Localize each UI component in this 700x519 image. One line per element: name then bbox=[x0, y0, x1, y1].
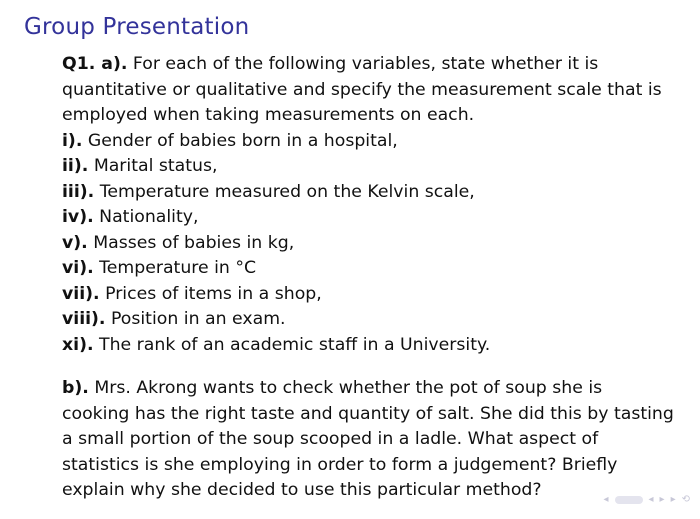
nav-search-icon[interactable]: ⟲ bbox=[681, 494, 690, 505]
list-item-label: iii). bbox=[62, 181, 95, 202]
list-item-label: i). bbox=[62, 130, 83, 151]
list-item-text: Prices of items in a shop, bbox=[105, 283, 322, 304]
list-item-text: Masses of babies in kg, bbox=[93, 232, 295, 253]
question-1a bbox=[62, 52, 674, 129]
list-item-text: Marital status, bbox=[93, 156, 218, 176]
list-item-text: The rank of an academic staff in a University. bbox=[99, 334, 491, 355]
list-item bbox=[62, 333, 674, 359]
list-item-label: xi). bbox=[62, 334, 94, 355]
list-item-text: Temperature in °C bbox=[99, 258, 257, 278]
question-1a-text: For each of the following variables, state whether it is quantitative or qualitative and specify the measurement scale that is employed when taking measurements on each. bbox=[62, 54, 662, 125]
list-item bbox=[62, 231, 674, 257]
list-item-label: vi). bbox=[62, 258, 94, 278]
list-item-label: v). bbox=[62, 232, 88, 253]
list-item-text: Nationality, bbox=[99, 207, 199, 227]
slide-content bbox=[62, 52, 674, 504]
list-item bbox=[62, 282, 674, 308]
list-item bbox=[62, 205, 674, 231]
list-item bbox=[62, 180, 674, 206]
list-item-label: iv). bbox=[62, 207, 94, 227]
nav-frame-pill[interactable] bbox=[615, 496, 643, 504]
list-item-text: Temperature measured on the Kelvin scale, bbox=[99, 181, 475, 202]
question-1a-label: Q1. a). bbox=[62, 54, 128, 74]
slide-title: Group Presentation bbox=[24, 14, 250, 40]
list-item bbox=[62, 307, 674, 333]
list-item bbox=[62, 129, 674, 155]
question-1b-text: Mrs. Akrong wants to check whether the pot of soup she is cooking has the right taste and quantity of salt. She did this by tasting a small portion of the soup scooped in a ladle. What aspect of statistics is she employing in order to form a judgement? Briefly explain why she decided to use this particular method? bbox=[62, 378, 674, 500]
beamer-navigation bbox=[603, 494, 690, 505]
list-item-label: vii). bbox=[62, 283, 100, 304]
nav-first-icon[interactable]: ◂ bbox=[603, 494, 609, 505]
list-item-text: Gender of babies born in a hospital, bbox=[87, 130, 398, 151]
list-item-label: ii). bbox=[62, 156, 89, 176]
spacer bbox=[62, 358, 674, 376]
nav-last-icon[interactable]: ▸ bbox=[670, 494, 676, 505]
list-item-label: viii). bbox=[62, 309, 106, 329]
list-item bbox=[62, 154, 674, 180]
nav-next-icon[interactable]: ▸ bbox=[659, 494, 665, 505]
question-1b-label: b). bbox=[62, 378, 89, 398]
variable-list bbox=[62, 129, 674, 359]
list-item-text: Position in an exam. bbox=[111, 309, 286, 329]
nav-prev-icon[interactable]: ◂ bbox=[648, 494, 654, 505]
list-item bbox=[62, 256, 674, 282]
question-1b bbox=[62, 376, 674, 504]
